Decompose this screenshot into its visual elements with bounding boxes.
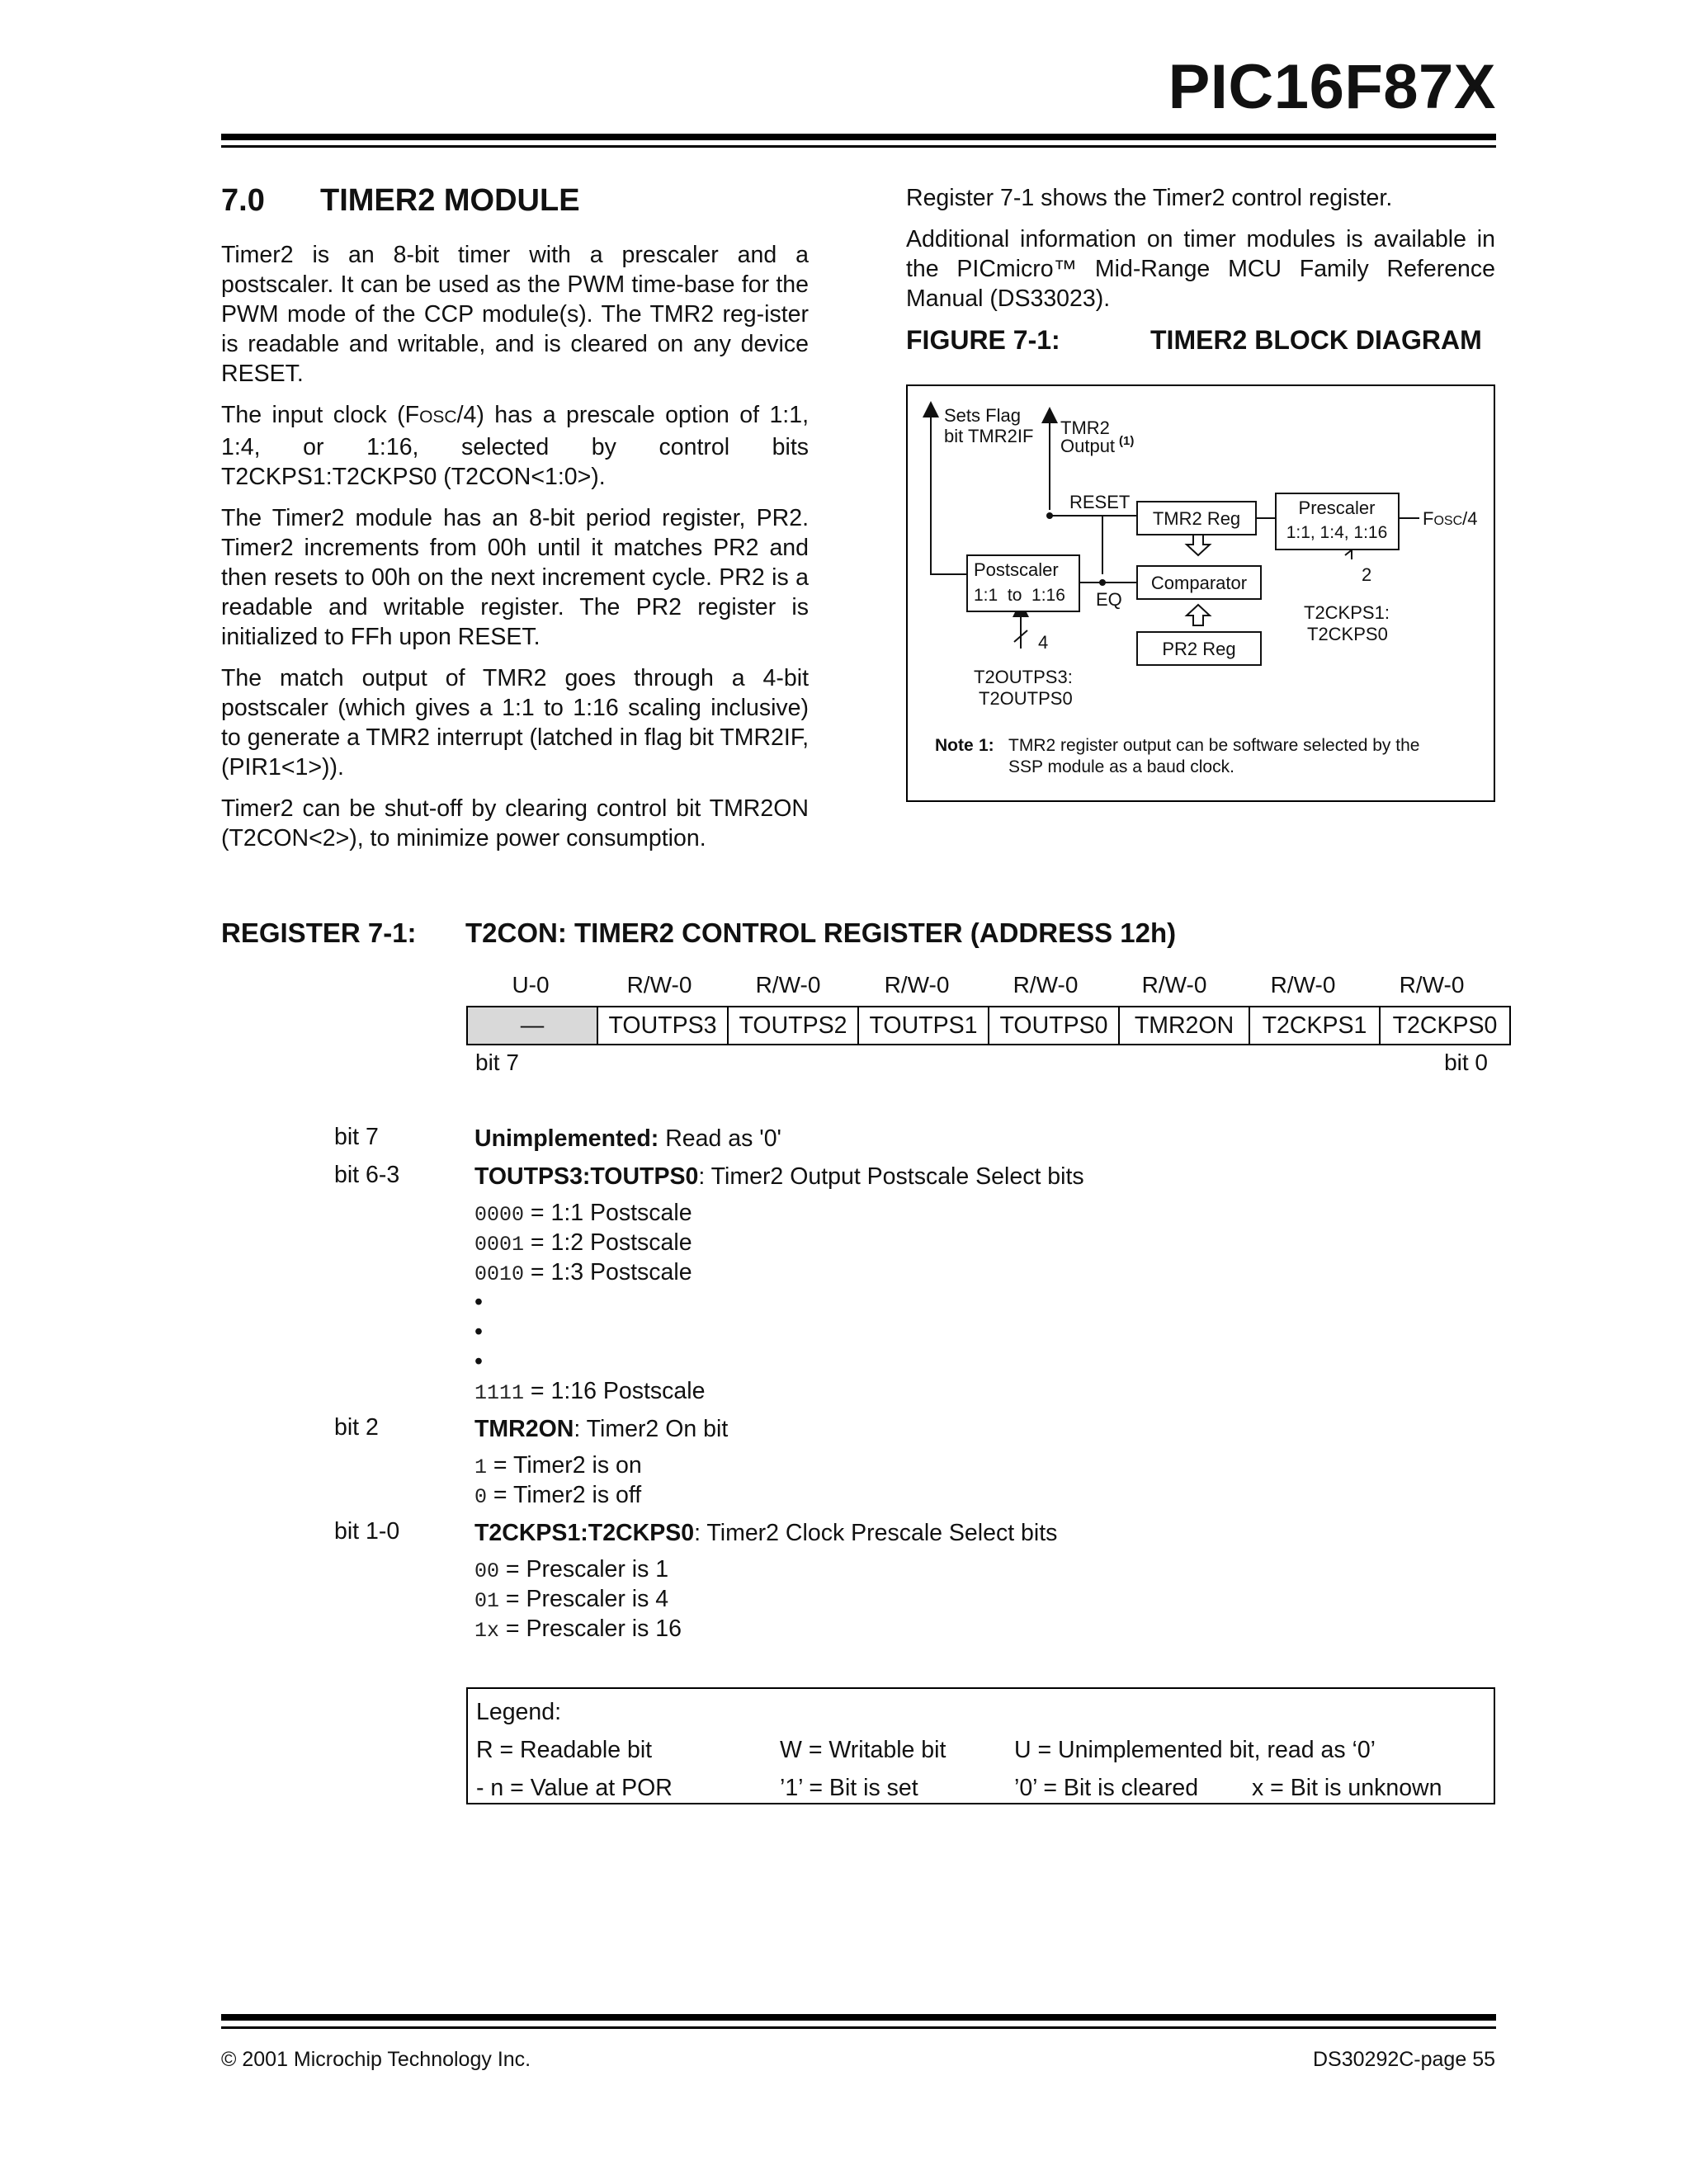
para-text: /4) has a prescale option of 1:1, 1:4, or 1:16, selected by control bits T2CKPS1:T2CKPS0 (T2CON<1:0>).	[221, 402, 809, 490]
block-diagram	[906, 384, 1495, 802]
bit-value-text: = Prescaler is 16	[499, 1616, 682, 1642]
bit-code: 0000	[474, 1203, 525, 1227]
note-number: 1:	[979, 736, 994, 755]
bit-code: 1x	[474, 1619, 500, 1643]
left-column	[221, 183, 809, 865]
register-access-row	[466, 972, 1496, 998]
register-heading	[221, 917, 1177, 949]
section-number: 7.0	[221, 183, 265, 218]
bit-code: 00	[474, 1559, 500, 1583]
bullet: •	[474, 1318, 483, 1345]
bit-code: 0010	[474, 1262, 525, 1286]
toutps-label: T2OUTPS3:	[974, 667, 1073, 687]
footnote-ref: (1)	[1119, 434, 1135, 448]
bit-value	[474, 1376, 1489, 1406]
bit-description	[334, 1124, 1489, 1153]
postscaler-label: Postscaler	[974, 559, 1059, 580]
bullet: •	[474, 1348, 483, 1375]
right-column	[906, 183, 1495, 358]
section-heading	[221, 183, 809, 219]
bit-code: 1111	[474, 1381, 525, 1405]
fosc-rest: /4	[1462, 508, 1478, 529]
bullet: •	[474, 1289, 483, 1315]
bit-cell: TOUTPS1	[858, 1007, 989, 1045]
bus-width-label: 2	[1362, 564, 1372, 585]
access-label: R/W-0	[884, 972, 950, 998]
legend-item: ’0’ = Bit is cleared	[1014, 1775, 1199, 1801]
fosc-sc: OSC	[1433, 514, 1463, 528]
fosc-label	[1423, 508, 1477, 529]
bit-cell: TOUTPS0	[989, 1007, 1119, 1045]
bit-desc-body	[474, 1124, 1489, 1153]
para-text: The input clock (F	[221, 402, 420, 428]
register-label: REGISTER 7-1:	[221, 917, 417, 948]
legend-title: Legend:	[476, 1699, 562, 1725]
bit-field-name: TOUTPS3:TOUTPS0	[474, 1163, 699, 1190]
bus-arrow-up	[1187, 605, 1210, 625]
figure-label: FIGURE 7-1:	[906, 325, 1060, 355]
legend-item: - n = Value at POR	[476, 1775, 673, 1801]
bit-field-name: Unimplemented:	[474, 1125, 659, 1152]
junction-dot	[1099, 579, 1106, 586]
register-title: T2CON: TIMER2 CONTROL REGISTER (ADDRESS 12h)	[465, 917, 1177, 948]
bit-cell: T2CKPS0	[1380, 1007, 1510, 1045]
bit-description	[334, 1414, 1489, 1510]
access-label: R/W-0	[1399, 972, 1465, 998]
access-label: R/W-0	[626, 972, 692, 998]
paragraph: Additional information on timer modules is available in the PICmicro™ Mid-Range MCU Family Reference Manual (DS33023).	[906, 226, 1495, 312]
figure-heading	[906, 325, 1495, 358]
reset-label: RESET	[1069, 492, 1131, 512]
bit-desc-main	[474, 1518, 1489, 1548]
document-title: PIC16F87X	[1168, 52, 1496, 122]
bit-description	[334, 1162, 1489, 1406]
bit-value-text: = Timer2 is off	[487, 1482, 642, 1508]
access-label: R/W-0	[755, 972, 821, 998]
bit-cell: T2CKPS1	[1249, 1007, 1380, 1045]
access-label: U-0	[512, 972, 550, 998]
bit-cell: TOUTPS3	[597, 1007, 728, 1045]
bit-value-text: = 1:2 Postscale	[524, 1229, 692, 1256]
bit-field-name: TMR2ON	[474, 1416, 574, 1442]
section-title: TIMER2 MODULE	[320, 183, 580, 218]
lsb-label: bit 0	[1444, 1050, 1488, 1075]
sets-flag-label: Sets Flag	[944, 405, 1021, 426]
prescaler-label: Prescaler	[1298, 498, 1376, 518]
bus-width-label: 4	[1038, 632, 1049, 653]
legend-item: x = Bit is unknown	[1252, 1775, 1442, 1801]
tmr2-output-label: TMR2	[1060, 417, 1110, 438]
bit-code: 0	[474, 1485, 488, 1509]
paragraph: Timer2 can be shut-off by clearing control bit TMR2ON (T2CON<2>), to minimize power consumption.	[221, 795, 809, 851]
sets-flag-label: bit TMR2IF	[944, 426, 1034, 446]
legend-item: U = Unimplemented bit, read as ‘0’	[1014, 1737, 1376, 1763]
bit-id: bit 6-3	[334, 1162, 400, 1188]
figure-title: TIMER2 BLOCK DIAGRAM	[1150, 325, 1482, 355]
bit-value	[474, 1584, 1489, 1614]
legend-item: ’1’ = Bit is set	[780, 1775, 918, 1801]
note-label: Note	[935, 736, 974, 755]
para-smallcaps: OSC	[419, 408, 457, 427]
tmr2-reg-label: TMR2 Reg	[1152, 508, 1241, 529]
tckps-label: T2CKPS1:	[1304, 602, 1390, 623]
legend-item: W = Writable bit	[780, 1737, 946, 1763]
toutps-label: T2OUTPS0	[979, 688, 1073, 709]
bit-value-text: = Prescaler is 4	[499, 1586, 669, 1612]
bit-id: bit 1-0	[334, 1518, 400, 1545]
bit-desc-body	[474, 1162, 1489, 1406]
fosc-f: F	[1423, 508, 1434, 529]
bit-cell: TMR2ON	[1119, 1007, 1249, 1045]
tckps-label: T2CKPS0	[1307, 624, 1388, 644]
bit-desc-main	[474, 1162, 1489, 1191]
bit-field-name: T2CKPS1:T2CKPS0	[474, 1520, 695, 1546]
bit-descriptions	[334, 1124, 1489, 1644]
paragraph-input-clock	[221, 400, 809, 492]
bit-value	[474, 1554, 1489, 1584]
prescaler-ratio: 1:1, 1:4, 1:16	[1286, 523, 1388, 542]
bit-value-text: = 1:1 Postscale	[524, 1200, 692, 1226]
bit-field-desc: : Timer2 On bit	[574, 1416, 729, 1442]
bit-desc-body	[474, 1414, 1489, 1510]
bit-value	[474, 1198, 1489, 1228]
bit-code: 1	[474, 1455, 488, 1479]
bit-value	[474, 1257, 1489, 1287]
bit-desc-body	[474, 1518, 1489, 1644]
bit-code: 0001	[474, 1233, 525, 1257]
bit-field-desc: Read as '0'	[659, 1125, 782, 1152]
comparator-label: Comparator	[1150, 573, 1248, 593]
bit-field-desc: : Timer2 Output Postscale Select bits	[698, 1163, 1084, 1190]
eq-label: EQ	[1096, 589, 1122, 610]
note-text: TMR2 register output can be software selected by the	[1008, 736, 1420, 755]
bit-field-desc: : Timer2 Clock Prescale Select bits	[694, 1520, 1058, 1546]
footer-rule-thin	[221, 2026, 1496, 2029]
legend-box	[466, 1687, 1495, 1804]
register-bit-row	[467, 1007, 1510, 1045]
block-diagram-svg	[908, 386, 1494, 800]
bit-cell: TOUTPS2	[728, 1007, 858, 1045]
bit-id: bit 2	[334, 1414, 379, 1441]
bit-value	[474, 1480, 1489, 1510]
paragraph: Register 7-1 shows the Timer2 control register.	[906, 185, 1393, 211]
bit-value	[474, 1450, 1489, 1480]
header-rule-thin	[221, 145, 1496, 148]
bit-code: 01	[474, 1589, 500, 1613]
page-number: DS30292C-page 55	[1313, 2048, 1495, 2071]
bit-value-text: = 1:16 Postscale	[524, 1378, 706, 1404]
bit-id: bit 7	[334, 1124, 379, 1150]
paragraph: The match output of TMR2 goes through a 4-bit postscaler (which gives a 1:1 to 1:16 scaling inclusive) to generate a TMR2 interrupt (latched in flag bit TMR2IF, (PIR1<1>)).	[221, 665, 809, 781]
tmr2-output-label: Output	[1060, 436, 1116, 456]
copyright: © 2001 Microchip Technology Inc.	[221, 2048, 531, 2071]
access-label: R/W-0	[1270, 972, 1336, 998]
postscaler-ratio: 1:1 to 1:16	[974, 586, 1065, 605]
access-label: R/W-0	[1141, 972, 1207, 998]
pr2-reg-label: PR2 Reg	[1162, 639, 1236, 659]
bit-value-text: = Timer2 is on	[487, 1452, 642, 1479]
footer-rule-thick	[221, 2014, 1496, 2021]
legend-item: R = Readable bit	[476, 1737, 653, 1763]
junction-dot	[1046, 512, 1053, 519]
bit-value	[474, 1614, 1489, 1644]
access-label: R/W-0	[1013, 972, 1079, 998]
bit-description	[334, 1518, 1489, 1644]
note-text: SSP module as a baud clock.	[1008, 757, 1234, 776]
bit-desc-main	[474, 1414, 1489, 1444]
bit-desc-main	[474, 1124, 1489, 1153]
paragraph: The Timer2 module has an 8-bit period register, PR2. Timer2 increments from 00h until it matches PR2 and then resets to 00h on the next increment cycle. PR2 is a readable and writable register. The PR2 register is initialized to FFh upon RESET.	[221, 505, 809, 650]
header-rule-thick	[221, 134, 1496, 140]
msb-label: bit 7	[475, 1050, 519, 1075]
bit-value-text: = Prescaler is 1	[499, 1556, 669, 1583]
bit-cell: —	[467, 1007, 597, 1045]
bit-value-text: = 1:3 Postscale	[524, 1259, 692, 1285]
paragraph: Timer2 is an 8-bit timer with a prescaler and a postscaler. It can be used as the PWM time-base for the PWM mode of the CCP module(s). The TMR2 reg-ister is readable and writable, and is cleared on any device RESET.	[221, 242, 809, 387]
bus-arrow-down	[1187, 535, 1210, 555]
bit-value	[474, 1228, 1489, 1257]
register-bit-table	[466, 1006, 1511, 1045]
